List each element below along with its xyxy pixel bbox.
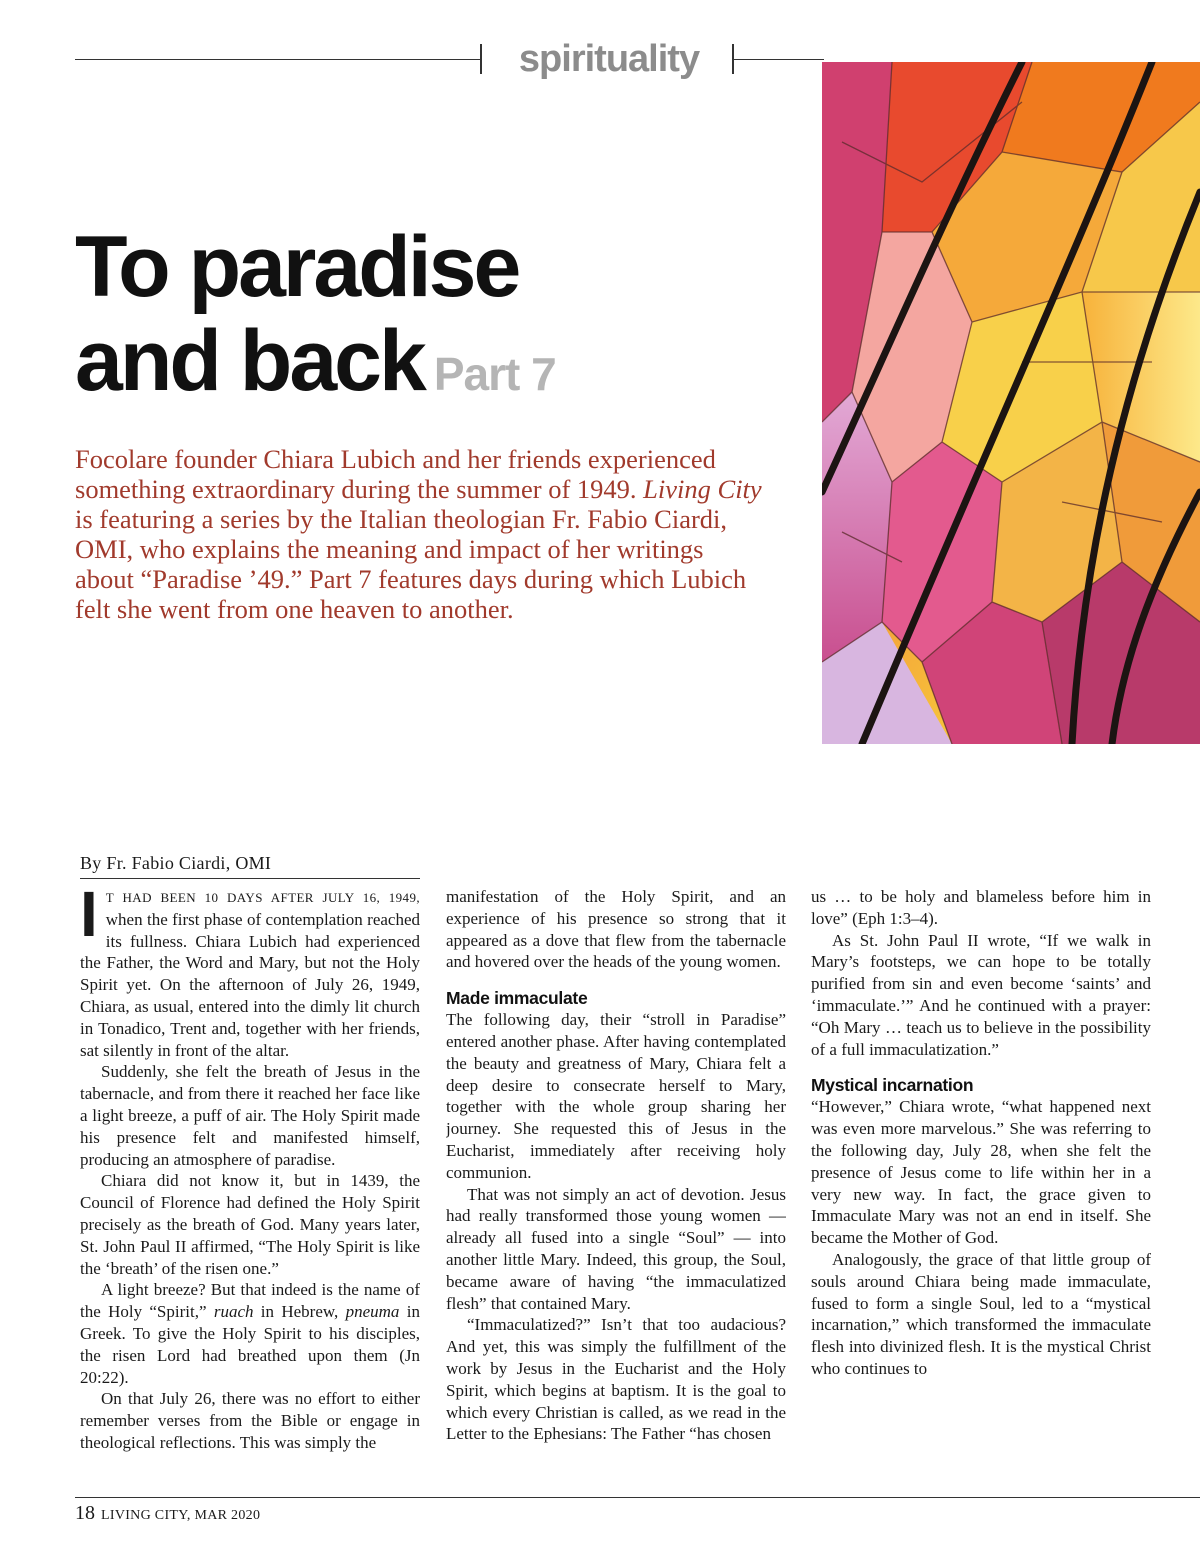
header-divider-left bbox=[480, 44, 482, 74]
deck-text-b: is featuring a series by the Italian theologian Fr. Fabio Ciardi, OMI, who explains the meaning and impact of her writings about “Paradise ’49.” Part 7 features days during which Lubich felt she went from one heaven to another. bbox=[75, 504, 747, 624]
deck-publication: Living City bbox=[643, 474, 762, 504]
title-line-2: and back bbox=[75, 313, 424, 409]
paragraph-text: in Hebrew, bbox=[253, 1302, 346, 1322]
byline-author: By Fr. Fabio Ciardi bbox=[80, 853, 226, 873]
paragraph: Chiara did not know it, but in 1439, the Council of Florence had defined the Holy Spirit precisely as the breath of God. Many years later, St. John Paul II affirmed, “The Holy Spirit is like the ‘breath’ of the risen one.” bbox=[80, 1171, 420, 1278]
article-column-2 bbox=[446, 886, 786, 1456]
column-3-flow bbox=[811, 886, 1151, 1380]
paragraph: The following day, their “stroll in Paradise” entered another phase. After having contemplated the beauty and greatness of Mary, Chiara felt a deep desire to consecrate herself to Mary, together with the whole group sharing her journey. She requested this of Jesus in the Eucharist, immediately after receiving holy communion. bbox=[446, 1010, 786, 1182]
stained-glass-image bbox=[822, 62, 1200, 744]
footer-publication: LIVING CITY, MAR 2020 bbox=[101, 1508, 261, 1523]
paragraph: That was not simply an act of devotion. Jesus had really transformed those young women — already all fused into a single “Soul” — into another little Mary. Indeed, this group, the Soul, became aware of having “the immaculatized flesh” that contained Mary. bbox=[446, 1184, 786, 1313]
byline bbox=[80, 853, 420, 879]
italic-term-ruach: ruach bbox=[213, 1302, 254, 1322]
article-column-3 bbox=[811, 886, 1151, 1456]
subhead-made-immaculate: Made immaculate bbox=[446, 988, 588, 1009]
column-2-flow bbox=[446, 886, 786, 1445]
paragraph: On that July 26, there was no effort to either remember verses from the Bible or engage in theological reflections. This was simply the bbox=[80, 1389, 420, 1452]
italic-term-pneuma: pneuma bbox=[345, 1302, 400, 1322]
article-title bbox=[75, 220, 795, 421]
lead-in: T HAD BEEN 10 DAYS AFTER JULY 16, 1949, bbox=[105, 890, 420, 905]
paragraph: us … to be holy and blameless before him in love” (Eph 1:3–4). bbox=[811, 887, 1151, 928]
paragraph: Suddenly, she felt the breath of Jesus in the tabernacle, and from there it reached her face like a light breeze, a puff of air. The Holy Spirit made his presence felt and manifested himself, producing an atmosphere of paradise. bbox=[80, 1062, 420, 1169]
subhead-mystical-incarnation: Mystical incarnation bbox=[811, 1075, 974, 1096]
paragraph: Analogously, the grace of that little group of souls around Chiara being made immaculate, fused to form a single Soul, led to a “mystical incarnation,” which transformed the immaculate flesh into divinized flesh. It is the mystical Christ who continues to bbox=[811, 1249, 1151, 1378]
article-deck bbox=[75, 444, 765, 624]
paragraph-text: in Greek. To give the Holy Spirit to his disciples, the risen Lord had breathed upon them (Jn 20:22). bbox=[80, 1302, 420, 1387]
byline-suffix: , OMI bbox=[225, 853, 272, 873]
footer-rule bbox=[75, 1497, 1200, 1498]
paragraph bbox=[80, 1279, 420, 1388]
title-part-label: Part 7 bbox=[433, 348, 556, 400]
section-label: spirituality bbox=[518, 38, 700, 80]
title-line-1: To paradise bbox=[75, 219, 519, 315]
paragraph: As St. John Paul II wrote, “If we walk in Mary’s footsteps, we can hope to be totally purified from sin and even become ‘saints’ and ‘immaculate.’” And he continued with a prayer: “Oh Mary … teach us to believe in the possibility of a full immaculatization.” bbox=[811, 930, 1151, 1059]
paragraph-text: A light breeze? But that indeed is the name of the Holy “Spirit,” bbox=[80, 1280, 420, 1322]
deck-text-a: Focolare founder Chiara Lubich and her friends experienced something extraordinary during the summer of 1949. bbox=[75, 444, 716, 504]
page-footer bbox=[75, 1502, 260, 1525]
paragraph-text: when the first phase of contemplation reached its fullness. Chiara Lubich had experienced the Father, the Word and Mary, but not the Holy Spirit yet. On the afternoon of July 26, 1949, Chiara, as usual, entered into the dimly lit church in Tonadico, Trent and, together with her friends, sat silently in front of the altar. bbox=[80, 909, 420, 1060]
paragraph: manifestation of the Holy Spirit, and an experience of his presence so strong that it appeared as a dove that flew from the tabernacle and hovered over the heads of the young women. bbox=[446, 887, 786, 972]
header-rule-left bbox=[75, 59, 480, 60]
paragraph: “Immaculatized?” Isn’t that too audacious? And yet, this was simply the fulfillment of the work by Jesus in the Eucharist and the Holy Spirit, which begins at baptism. It is the goal to which every Christian is called, as we read in the Letter to the Ephesians: The Father “has chosen bbox=[446, 1315, 786, 1444]
drop-cap: I bbox=[80, 886, 98, 950]
paragraph: “However,” Chiara wrote, “what happened next was even more marvelous.” She was referring to the following day, July 28, when she felt the presence of Jesus come to life within her in a very new way. In fact, the grace given to Immaculate Mary was not an end in itself. She became the Mother of God. bbox=[811, 1097, 1151, 1248]
article-column-1 bbox=[80, 886, 420, 1456]
page-number: 18 bbox=[75, 1502, 95, 1524]
header-rule-right bbox=[734, 59, 824, 60]
paragraph bbox=[80, 886, 420, 1061]
